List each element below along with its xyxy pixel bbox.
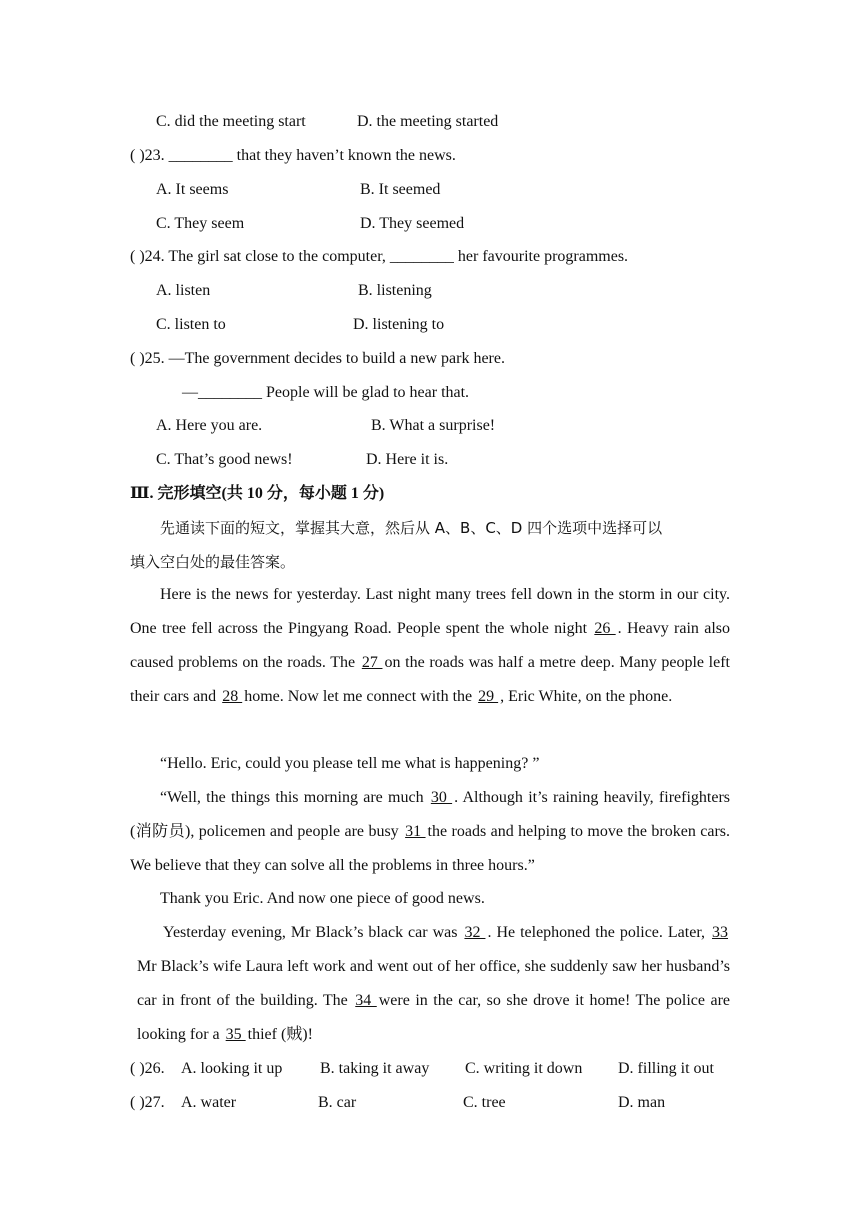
q23-option-b: B. It seemed <box>360 181 441 198</box>
passage-paragraph-5: Yesterday evening, Mr Black’s black car was 32 . He telephoned the police. Later, 33 Mr Black’s wife Laura left work and went out of her office, she suddenly saw her husband’s car in front of the building. The 34 were in the car, so she drove it home! The police are looking for a 35 thief (贼)! <box>137 924 730 1043</box>
q22-option-c: C. did the meeting start <box>156 113 306 130</box>
question-23: ( )23. ________ that they haven’t known the news. <box>130 147 456 164</box>
q25-option-c: C. That’s good news! <box>156 451 293 468</box>
q27-option-a: A. water <box>181 1094 237 1111</box>
passage-paragraph-4: Thank you Eric. And now one piece of good news. <box>160 890 485 907</box>
blank-31: 31 <box>405 823 426 840</box>
q23-option-d: D. They seemed <box>360 215 465 232</box>
q26-option-b: B. taking it away <box>320 1060 430 1077</box>
q26-option-a: A. looking it up <box>181 1060 283 1077</box>
q22-option-d: D. the meeting started <box>357 113 499 130</box>
section-instructions-1: 先通读下面的短文，掌握其大意，然后从 A、B、C、D 四个选项中选择可以 <box>160 519 663 537</box>
passage-paragraph-1: Here is the news for yesterday. Last night many trees fell down in the storm in our city. One tree fell across the Pingyang Road. People spent the whole night 26 . Heavy rain also caused problems on the roads. The 27 on the roads was half a metre deep. Many people left their cars and 28 home. Now let me connect with the 29 , Eric White, on the phone. <box>130 586 731 705</box>
question-26: ( )26. <box>130 1060 165 1077</box>
blank-26: 26 <box>594 620 616 637</box>
blank-33: 33 <box>712 924 729 941</box>
passage-paragraph-3: “Well, the things this morning are much 30 . Although it’s raining heavily, firefighters (消防员), policemen and people are busy 31 the roads and helping to move the broken cars. We believe that they can solve all the problems in three hours.” <box>130 789 731 874</box>
blank-34: 34 <box>355 992 377 1009</box>
passage-paragraph-2: “Hello. Eric, could you please tell me what is happening? ” <box>160 755 540 772</box>
q24-option-b: B. listening <box>358 282 432 299</box>
q27-option-b: B. car <box>318 1094 357 1111</box>
q25-option-b: B. What a surprise! <box>371 417 496 434</box>
section-title: Ⅲ. 完形填空(共 10 分，每小题 1 分) <box>130 485 385 502</box>
q23-option-c: C. They seem <box>156 215 245 232</box>
blank-30: 30 <box>430 789 453 806</box>
q25-option-a: A. Here you are. <box>156 417 263 434</box>
q25-reply: —________ People will be glad to hear that. <box>182 384 470 401</box>
blank-28: 28 <box>222 688 243 705</box>
blank-32: 32 <box>464 924 486 941</box>
q26-option-c: C. writing it down <box>465 1060 583 1077</box>
q25-option-d: D. Here it is. <box>366 451 449 468</box>
question-27: ( )27. <box>130 1094 165 1111</box>
blank-27: 27 <box>361 654 383 671</box>
q26-option-d: D. filling it out <box>618 1060 714 1077</box>
q27-option-d: D. man <box>618 1094 666 1111</box>
q24-option-d: D. listening to <box>353 316 445 333</box>
question-24: ( )24. The girl sat close to the computer, ________ her favourite programmes. <box>130 248 629 265</box>
blank-35: 35 <box>225 1026 246 1043</box>
blank-29: 29 <box>478 688 499 705</box>
q24-option-a: A. listen <box>156 282 211 299</box>
q23-option-a: A. It seems <box>156 181 229 198</box>
q24-option-c: C. listen to <box>156 316 226 333</box>
q27-option-c: C. tree <box>463 1094 506 1111</box>
section-instructions-2: 填入空白处的最佳答案。 <box>130 553 296 571</box>
question-25: ( )25. —The government decides to build a new park here. <box>130 350 505 367</box>
